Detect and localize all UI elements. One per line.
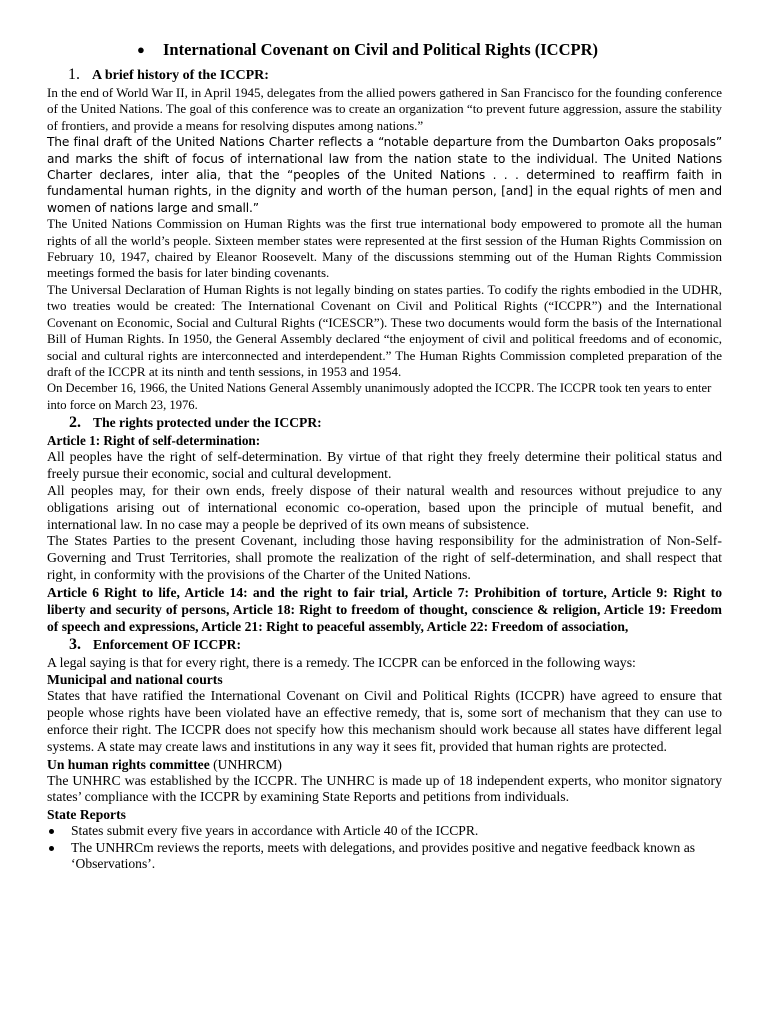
municipal-courts-heading: Municipal and national courts: [47, 672, 223, 688]
history-paragraph-3: The United Nations Commission on Human Rights was the first true international body empowered to promote all the human rights of all the world’s people. Sixteen member states were represented at the first session of the Human Rights Commission on February 10, 1947, chaired by Eleanor Roosevelt. Many of the discussions stemming out of the Human Rights Commission meetings formed the basis for later binding covenants.: [47, 216, 722, 281]
state-reports-heading: State Reports: [47, 807, 126, 823]
list-item-text: The UNHRCm reviews the reports, meets with delegations, and provides positive and negative feedback known as ‘Observations’.: [71, 839, 696, 872]
list-item: [47, 840, 722, 873]
unhrc-heading-suffix: (UNHRCM): [213, 756, 282, 772]
section-2-title: The rights protected under the ICCPR:: [93, 414, 322, 430]
section-3-number: 3.: [69, 635, 81, 653]
unhrc-heading-text: Un human rights committee: [47, 756, 210, 772]
section-3-title: Enforcement OF ICCPR:: [93, 636, 241, 652]
document-title-text: International Covenant on Civil and Political Rights (ICCPR): [163, 40, 598, 59]
article-1-paragraph-3: The States Parties to the present Covenant, including those having responsibility for the administration of Non-Self-Governing and Trust Territories, shall promote the realization of the right of self-determination, and shall respect that right, in conformity with the provisions of the Charter of the United Nations.: [47, 533, 722, 582]
bullet-icon: [49, 829, 54, 834]
section-1-number: 1.: [68, 66, 80, 83]
document-title: [47, 40, 722, 60]
history-paragraph-1: In the end of World War II, in April 1945, delegates from the allied powers gathered in San Francisco for the founding conference of the United Nations. The goal of this conference was to create an organization “to prevent future aggression, assure the stability of frontiers, and provide a means for resolving disputes among nations.”: [47, 85, 722, 133]
municipal-courts-text: States that have ratified the International Covenant on Civil and Political Rights (ICCPR) have agreed to ensure that people whose rights have been violated have an effective remedy, that is, some sort of mechanism that they can use to enforce their right. The ICCPR does not specify how this mechanism should work because all states have different legal systems. A state may create laws and institutions in any way it sees fit, provided that human rights are protected.: [47, 688, 722, 754]
section-1-title: A brief history of the ICCPR:: [92, 68, 269, 83]
history-paragraph-2: The final draft of the United Nations Charter reflects a “notable departure from the Dumbarton Oaks proposals” and marks the shift of focus of international law from the nation state to the individual. The United Nations Charter declares, inter alia, that the “peoples of the United Nations . . . determined to reaffirm faith in fundamental human rights, in the dignity and worth of the human person, [and] in the equal rights of men and women of nations large and small.”: [47, 135, 722, 215]
state-reports-list: [47, 823, 722, 873]
bullet-icon: ●: [137, 42, 145, 57]
article-1-heading: Article 1: Right of self-determination:: [47, 432, 261, 448]
section-2-number: 2.: [69, 413, 81, 431]
unhrc-heading: [47, 756, 722, 773]
unhrc-text: The UNHRC was established by the ICCPR. The UNHRC is made up of 18 independent experts, who monitor signatory states’ compliance with the ICCPR by examining State Reports and petitions from individuals.: [47, 772, 722, 805]
history-paragraph-4: The Universal Declaration of Human Rights is not legally binding on states parties. To codify the rights embodied in the UDHR, two treaties would be created: The International Covenant on Civil and Political Rights (“ICCPR”) and the International Covenant on Economic, Social and Cultural Rights (“ICESCR”). These two documents would form the basis of the International Bill of Human Rights. In 1950, the General Assembly declared “the enjoyment of civil and political freedoms and of economic, social and cultural rights are interconnected and interdependent.” The Human Rights Commission completed preparation of the draft of the ICCPR at its ninth and tenth sessions, in 1953 and 1954.: [47, 281, 722, 379]
history-paragraph-5: On December 16, 1966, the United Nations General Assembly unanimously adopted the ICCPR. The ICCPR took ten years to enter into force on March 23, 1976.: [47, 381, 712, 412]
section-1-heading: [47, 66, 722, 85]
article-1-paragraph-1: All peoples have the right of self-determination. By virtue of that right they freely determine their political status and freely pursue their economic, social and cultural development.: [47, 449, 722, 482]
bullet-icon: [49, 846, 54, 851]
section-2-heading: [47, 413, 722, 433]
enforcement-intro: A legal saying is that for every right, there is a remedy. The ICCPR can be enforced in the following ways:: [47, 654, 636, 670]
list-item: [47, 823, 722, 840]
articles-list-paragraph: Article 6 Right to life, Article 14: and the right to fair trial, Article 7: Prohibition of torture, Article 9: Right to liberty and security of persons, Article 18: Right to freedom of thought, conscience & religion, Article 19: Freedom of speech and expressions, Article 21: Right to peaceful assembly, Article 22: Freedom of association,: [47, 584, 722, 634]
article-1-paragraph-2: All peoples may, for their own ends, freely dispose of their natural wealth and resources without prejudice to any obligations arising out of international economic co-operation, based upon the principle of mutual benefit, and international law. In no case may a people be deprived of its own means of subsistence.: [47, 482, 722, 532]
section-3-heading: [47, 635, 722, 655]
list-item-text: States submit every five years in accordance with Article 40 of the ICCPR.: [71, 823, 479, 839]
